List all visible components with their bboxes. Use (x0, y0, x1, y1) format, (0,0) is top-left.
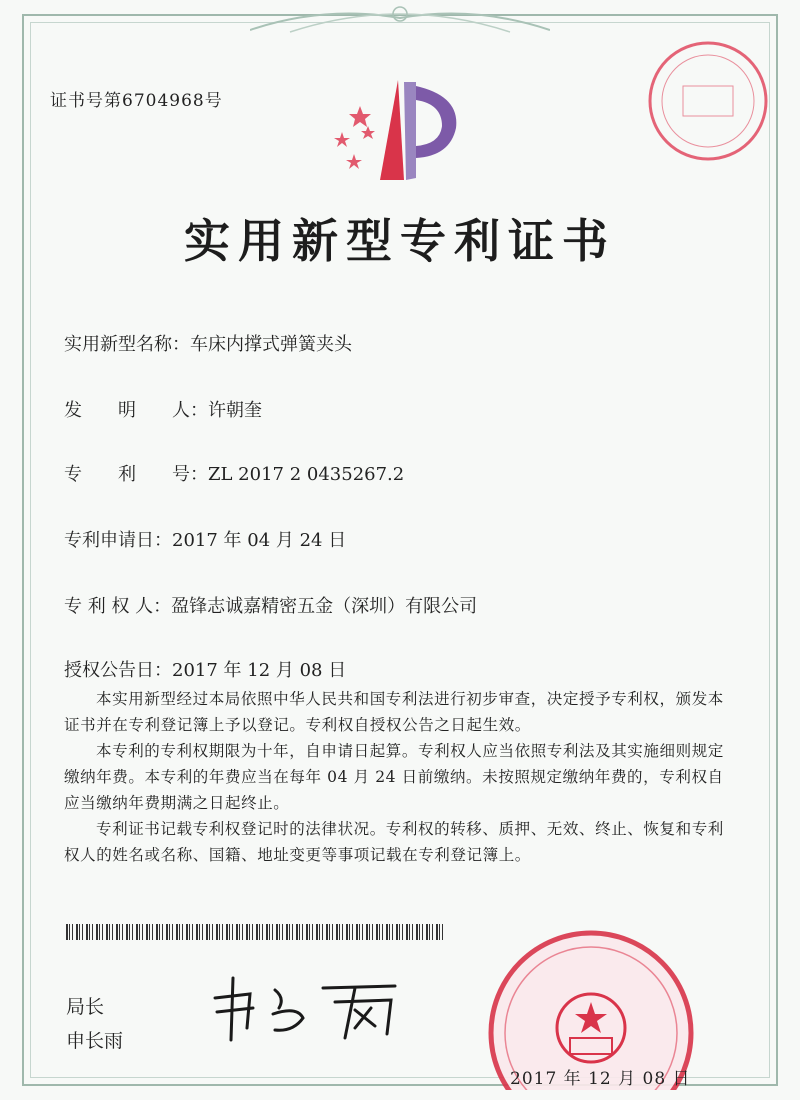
field-patentee (64, 592, 477, 618)
cnipa-logo-icon (320, 70, 470, 185)
body-paragraph: 本专利的专利权期限为十年，自申请日起算。专利权人应当依照专利法及其实施细则规定缴纳年费。本专利的年费应当在每年 04 月 24 日前缴纳。未按照规定缴纳年费的，专利权自应当缴纳年费期满之日起终止。 (64, 742, 724, 812)
field-utility-model-name (64, 330, 352, 356)
field-value: 许朝奎 (208, 400, 262, 421)
field-value: 盈锋志诚嘉精密五金（深圳）有限公司 (171, 596, 478, 617)
field-label: 实用新型名称： (64, 334, 190, 355)
issue-date: 2017 年 12 月 08 日 (510, 1069, 691, 1089)
top-ornament-icon (250, 0, 550, 36)
field-inventor (64, 396, 262, 422)
director-title: 局长 (66, 996, 105, 1018)
field-label: 授权公告日： (64, 660, 172, 681)
field-grant-date (64, 656, 346, 682)
field-label: 专 利 权 人： (64, 596, 172, 617)
field-value: 车床内撑式弹簧夹头 (190, 334, 352, 355)
body-paragraph: 专利证书记载专利权登记时的法律状况。专利权的转移、质押、无效、终止、恢复和专利权人的姓名或名称、国籍、地址变更等事项记载在专利登记簿上。 (64, 820, 724, 864)
field-patent-number (64, 460, 404, 486)
field-value: ZL 2017 2 0435267.2 (208, 464, 405, 485)
certificate-title: 实用新型专利证书 (184, 214, 616, 268)
field-label: 专 利 号： (64, 464, 208, 485)
signature-icon (205, 968, 405, 1048)
field-label: 专利申请日： (64, 530, 172, 551)
field-value: 2017 年 04 月 24 日 (172, 530, 347, 551)
certificate-body (64, 686, 724, 868)
barcode-icon (66, 924, 446, 940)
field-label: 发 明 人： (64, 400, 208, 421)
field-value: 2017 年 12 月 08 日 (172, 660, 347, 681)
field-application-date (64, 526, 346, 552)
agency-seal-icon (645, 38, 771, 164)
director-name: 申长雨 (66, 1030, 124, 1052)
body-paragraph: 本实用新型经过本局依照中华人民共和国专利法进行初步审查，决定授予专利权，颁发本证书并在专利登记簿上予以登记。专利权自授权公告之日起生效。 (64, 690, 724, 734)
certificate-number: 证书号第6704968号 (50, 91, 223, 111)
